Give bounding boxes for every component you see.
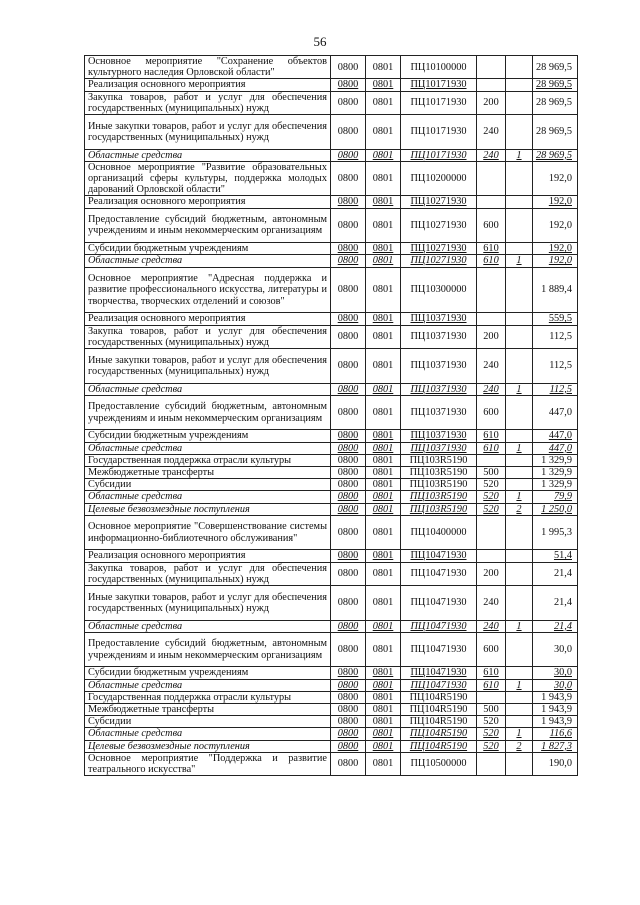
row-section-cell: 0800	[331, 467, 366, 479]
row-amount-cell: 1 995,3	[533, 515, 578, 550]
row-amount-cell: 1 943,9	[533, 716, 578, 728]
row-section-cell: 0800	[331, 430, 366, 442]
row-name-cell: Областные средства	[85, 383, 331, 395]
row-subsection-cell: 0801	[366, 325, 401, 348]
row-subsection-cell: 0801	[366, 115, 401, 150]
row-section-cell: 0800	[331, 679, 366, 691]
row-section-cell: 0800	[331, 454, 366, 466]
row-name-cell: Субсидии бюджетным учреждениям	[85, 430, 331, 442]
row-expense-type-cell	[477, 161, 506, 196]
row-amount-cell: 190,0	[533, 752, 578, 775]
row-name-cell: Иные закупки товаров, работ и услуг для обеспечения государственных (муниципальных) нужд	[85, 349, 331, 384]
row-target-article-cell: ПЦ10471930	[401, 620, 477, 632]
row-section-cell: 0800	[331, 255, 366, 267]
table-row	[85, 716, 578, 728]
row-name-cell: Основное мероприятие "Совершенствование системы информационно-библиотечного обслуживания"	[85, 515, 331, 550]
row-subsection-cell: 0801	[366, 562, 401, 585]
row-target-article-cell: ПЦ10371930	[401, 349, 477, 384]
table-row	[85, 550, 578, 562]
row-amount-cell: 112,5	[533, 325, 578, 348]
row-name-cell: Предоставление субсидий бюджетным, автономным учреждениям и иным некоммерческим организациям	[85, 208, 331, 243]
row-name-cell: Областные средства	[85, 255, 331, 267]
row-name-cell: Предоставление субсидий бюджетным, автономным учреждениям и иным некоммерческим организациям	[85, 395, 331, 430]
table-row	[85, 667, 578, 679]
row-name-cell: Реализация основного мероприятия	[85, 550, 331, 562]
row-expense-type-cell: 200	[477, 325, 506, 348]
row-amount-cell: 447,0	[533, 430, 578, 442]
row-section-cell: 0800	[331, 632, 366, 667]
row-amount-cell: 28 969,5	[533, 149, 578, 161]
row-expense-type-cell: 520	[477, 491, 506, 503]
table-row	[85, 208, 578, 243]
row-amount-cell: 28 969,5	[533, 56, 578, 79]
row-amount-cell: 30,0	[533, 667, 578, 679]
row-name-cell: Закупка товаров, работ и услуг для обеспечения государственных (муниципальных) нужд	[85, 91, 331, 114]
row-amount-cell: 21,4	[533, 586, 578, 621]
row-name-cell: Областные средства	[85, 728, 331, 740]
row-subsection-cell: 0801	[366, 691, 401, 703]
row-subsection-cell: 0801	[366, 313, 401, 325]
row-target-article-cell: ПЦ10171930	[401, 91, 477, 114]
table-row	[85, 383, 578, 395]
row-subsection-cell: 0801	[366, 383, 401, 395]
row-expense-type-cell: 240	[477, 115, 506, 150]
row-name-cell: Субсидии	[85, 716, 331, 728]
table-row	[85, 503, 578, 515]
table-row	[85, 56, 578, 79]
table-row	[85, 267, 578, 313]
table-row	[85, 115, 578, 150]
row-target-article-cell: ПЦ10271930	[401, 243, 477, 255]
row-subsection-cell: 0801	[366, 632, 401, 667]
row-source-cell	[506, 691, 533, 703]
row-subsection-cell: 0801	[366, 704, 401, 716]
row-name-cell: Межбюджетные трансферты	[85, 467, 331, 479]
row-source-cell	[506, 704, 533, 716]
row-source-cell	[506, 56, 533, 79]
row-source-cell	[506, 632, 533, 667]
row-amount-cell: 28 969,5	[533, 115, 578, 150]
row-expense-type-cell: 240	[477, 383, 506, 395]
row-target-article-cell: ПЦ10100000	[401, 56, 477, 79]
row-target-article-cell: ПЦ104R5190	[401, 691, 477, 703]
row-target-article-cell: ПЦ10271930	[401, 255, 477, 267]
row-expense-type-cell	[477, 313, 506, 325]
row-expense-type-cell	[477, 454, 506, 466]
row-target-article-cell: ПЦ103R5190	[401, 467, 477, 479]
table-row	[85, 515, 578, 550]
row-amount-cell: 1 943,9	[533, 691, 578, 703]
row-expense-type-cell: 200	[477, 562, 506, 585]
row-target-article-cell: ПЦ10171930	[401, 79, 477, 91]
row-name-cell: Субсидии бюджетным учреждениям	[85, 243, 331, 255]
row-source-cell	[506, 515, 533, 550]
row-target-article-cell: ПЦ104R5190	[401, 716, 477, 728]
row-amount-cell: 21,4	[533, 562, 578, 585]
row-subsection-cell: 0801	[366, 243, 401, 255]
row-name-cell: Основное мероприятие "Развитие образовательных организаций сферы культуры, поддержка молодых дарований Орловской области"	[85, 161, 331, 196]
table-row	[85, 395, 578, 430]
row-section-cell: 0800	[331, 208, 366, 243]
table-row	[85, 691, 578, 703]
row-subsection-cell: 0801	[366, 479, 401, 491]
row-source-cell	[506, 267, 533, 313]
row-target-article-cell: ПЦ104R5190	[401, 728, 477, 740]
row-source-cell	[506, 313, 533, 325]
row-source-cell	[506, 115, 533, 150]
table-row	[85, 704, 578, 716]
row-source-cell: 2	[506, 740, 533, 752]
row-target-article-cell: ПЦ10171930	[401, 149, 477, 161]
row-section-cell: 0800	[331, 503, 366, 515]
row-name-cell: Реализация основного мероприятия	[85, 196, 331, 208]
row-section-cell: 0800	[331, 740, 366, 752]
table-row	[85, 728, 578, 740]
row-amount-cell: 192,0	[533, 196, 578, 208]
row-subsection-cell: 0801	[366, 196, 401, 208]
row-subsection-cell: 0801	[366, 454, 401, 466]
row-subsection-cell: 0801	[366, 550, 401, 562]
row-name-cell: Закупка товаров, работ и услуг для обеспечения государственных (муниципальных) нужд	[85, 325, 331, 348]
row-subsection-cell: 0801	[366, 491, 401, 503]
row-source-cell	[506, 208, 533, 243]
row-target-article-cell: ПЦ10371930	[401, 313, 477, 325]
row-expense-type-cell	[477, 691, 506, 703]
row-target-article-cell: ПЦ10400000	[401, 515, 477, 550]
row-section-cell: 0800	[331, 115, 366, 150]
row-amount-cell: 1 943,9	[533, 704, 578, 716]
row-name-cell: Реализация основного мероприятия	[85, 313, 331, 325]
row-amount-cell: 447,0	[533, 395, 578, 430]
row-source-cell	[506, 325, 533, 348]
row-source-cell: 1	[506, 442, 533, 454]
row-expense-type-cell	[477, 267, 506, 313]
row-subsection-cell: 0801	[366, 728, 401, 740]
row-expense-type-cell: 610	[477, 255, 506, 267]
row-target-article-cell: ПЦ10200000	[401, 161, 477, 196]
row-section-cell: 0800	[331, 383, 366, 395]
table-row	[85, 454, 578, 466]
row-target-article-cell: ПЦ10371930	[401, 395, 477, 430]
row-expense-type-cell: 600	[477, 632, 506, 667]
row-amount-cell: 192,0	[533, 243, 578, 255]
row-section-cell: 0800	[331, 704, 366, 716]
row-target-article-cell: ПЦ103R5190	[401, 454, 477, 466]
row-expense-type-cell: 600	[477, 395, 506, 430]
row-source-cell	[506, 161, 533, 196]
row-name-cell: Субсидии	[85, 479, 331, 491]
row-subsection-cell: 0801	[366, 267, 401, 313]
table-row	[85, 349, 578, 384]
row-section-cell: 0800	[331, 515, 366, 550]
row-expense-type-cell: 520	[477, 716, 506, 728]
row-expense-type-cell	[477, 196, 506, 208]
table-row	[85, 679, 578, 691]
budget-table	[84, 55, 578, 776]
row-source-cell: 1	[506, 255, 533, 267]
row-expense-type-cell: 520	[477, 503, 506, 515]
row-subsection-cell: 0801	[366, 586, 401, 621]
row-section-cell: 0800	[331, 550, 366, 562]
table-row	[85, 243, 578, 255]
row-subsection-cell: 0801	[366, 149, 401, 161]
row-expense-type-cell: 500	[477, 467, 506, 479]
row-target-article-cell: ПЦ10371930	[401, 430, 477, 442]
row-source-cell	[506, 752, 533, 775]
row-target-article-cell: ПЦ10471930	[401, 562, 477, 585]
table-row	[85, 491, 578, 503]
row-target-article-cell: ПЦ104R5190	[401, 740, 477, 752]
row-section-cell: 0800	[331, 491, 366, 503]
row-amount-cell: 21,4	[533, 620, 578, 632]
row-subsection-cell: 0801	[366, 349, 401, 384]
table-row	[85, 196, 578, 208]
row-source-cell	[506, 667, 533, 679]
table-row	[85, 467, 578, 479]
row-source-cell: 1	[506, 728, 533, 740]
row-section-cell: 0800	[331, 442, 366, 454]
row-source-cell	[506, 562, 533, 585]
row-subsection-cell: 0801	[366, 255, 401, 267]
row-amount-cell: 30,0	[533, 632, 578, 667]
table-row	[85, 620, 578, 632]
row-amount-cell: 1 827,3	[533, 740, 578, 752]
row-section-cell: 0800	[331, 728, 366, 740]
row-section-cell: 0800	[331, 243, 366, 255]
row-section-cell: 0800	[331, 691, 366, 703]
table-row	[85, 79, 578, 91]
row-subsection-cell: 0801	[366, 620, 401, 632]
row-expense-type-cell: 520	[477, 740, 506, 752]
table-row	[85, 149, 578, 161]
row-target-article-cell: ПЦ10471930	[401, 667, 477, 679]
row-source-cell: 1	[506, 383, 533, 395]
row-source-cell: 1	[506, 679, 533, 691]
row-amount-cell: 1 329,9	[533, 454, 578, 466]
table-row	[85, 442, 578, 454]
row-section-cell: 0800	[331, 79, 366, 91]
table-row	[85, 91, 578, 114]
row-amount-cell: 559,5	[533, 313, 578, 325]
row-subsection-cell: 0801	[366, 79, 401, 91]
row-amount-cell: 192,0	[533, 255, 578, 267]
row-name-cell: Реализация основного мероприятия	[85, 79, 331, 91]
row-source-cell	[506, 91, 533, 114]
row-subsection-cell: 0801	[366, 430, 401, 442]
row-section-cell: 0800	[331, 620, 366, 632]
table-row	[85, 562, 578, 585]
row-expense-type-cell: 600	[477, 208, 506, 243]
row-amount-cell: 192,0	[533, 208, 578, 243]
row-amount-cell: 1 250,0	[533, 503, 578, 515]
row-target-article-cell: ПЦ103R5190	[401, 479, 477, 491]
row-expense-type-cell: 610	[477, 442, 506, 454]
row-source-cell	[506, 550, 533, 562]
row-amount-cell: 447,0	[533, 442, 578, 454]
row-section-cell: 0800	[331, 161, 366, 196]
row-name-cell: Закупка товаров, работ и услуг для обеспечения государственных (муниципальных) нужд	[85, 562, 331, 585]
row-subsection-cell: 0801	[366, 667, 401, 679]
row-source-cell	[506, 430, 533, 442]
row-name-cell: Государственная поддержка отрасли культуры	[85, 691, 331, 703]
row-section-cell: 0800	[331, 56, 366, 79]
row-subsection-cell: 0801	[366, 395, 401, 430]
row-subsection-cell: 0801	[366, 740, 401, 752]
row-section-cell: 0800	[331, 395, 366, 430]
row-target-article-cell: ПЦ10271930	[401, 208, 477, 243]
row-subsection-cell: 0801	[366, 716, 401, 728]
row-target-article-cell: ПЦ10471930	[401, 586, 477, 621]
row-source-cell: 1	[506, 620, 533, 632]
row-target-article-cell: ПЦ10371930	[401, 383, 477, 395]
row-expense-type-cell	[477, 79, 506, 91]
row-name-cell: Иные закупки товаров, работ и услуг для обеспечения государственных (муниципальных) нужд	[85, 115, 331, 150]
row-source-cell: 1	[506, 491, 533, 503]
row-source-cell	[506, 395, 533, 430]
row-source-cell	[506, 196, 533, 208]
table-row	[85, 740, 578, 752]
row-expense-type-cell	[477, 56, 506, 79]
row-target-article-cell: ПЦ103R5190	[401, 491, 477, 503]
row-source-cell	[506, 716, 533, 728]
row-section-cell: 0800	[331, 716, 366, 728]
row-name-cell: Областные средства	[85, 679, 331, 691]
row-amount-cell: 112,5	[533, 349, 578, 384]
row-name-cell: Целевые безвозмездные поступления	[85, 503, 331, 515]
row-amount-cell: 192,0	[533, 161, 578, 196]
row-section-cell: 0800	[331, 562, 366, 585]
table-row	[85, 586, 578, 621]
row-name-cell: Основное мероприятие "Сохранение объектов культурного наследия Орловской области"	[85, 56, 331, 79]
row-target-article-cell: ПЦ10371930	[401, 442, 477, 454]
row-section-cell: 0800	[331, 479, 366, 491]
row-section-cell: 0800	[331, 667, 366, 679]
row-expense-type-cell: 610	[477, 243, 506, 255]
row-name-cell: Областные средства	[85, 149, 331, 161]
row-name-cell: Областные средства	[85, 442, 331, 454]
row-source-cell	[506, 349, 533, 384]
row-subsection-cell: 0801	[366, 56, 401, 79]
row-source-cell	[506, 79, 533, 91]
row-amount-cell: 30,0	[533, 679, 578, 691]
row-target-article-cell: ПЦ10171930	[401, 115, 477, 150]
row-name-cell: Иные закупки товаров, работ и услуг для обеспечения государственных (муниципальных) нужд	[85, 586, 331, 621]
table-row	[85, 430, 578, 442]
row-amount-cell: 1 329,9	[533, 479, 578, 491]
row-name-cell: Предоставление субсидий бюджетным, автономным учреждениям и иным некоммерческим организациям	[85, 632, 331, 667]
row-expense-type-cell	[477, 752, 506, 775]
row-expense-type-cell	[477, 550, 506, 562]
row-amount-cell: 28 969,5	[533, 79, 578, 91]
table-row	[85, 325, 578, 348]
row-expense-type-cell: 240	[477, 586, 506, 621]
row-subsection-cell: 0801	[366, 442, 401, 454]
row-source-cell	[506, 479, 533, 491]
row-subsection-cell: 0801	[366, 467, 401, 479]
row-expense-type-cell: 200	[477, 91, 506, 114]
row-name-cell: Целевые безвозмездные поступления	[85, 740, 331, 752]
row-section-cell: 0800	[331, 586, 366, 621]
row-subsection-cell: 0801	[366, 161, 401, 196]
row-target-article-cell: ПЦ103R5190	[401, 503, 477, 515]
row-expense-type-cell: 610	[477, 430, 506, 442]
row-target-article-cell: ПЦ10271930	[401, 196, 477, 208]
row-target-article-cell: ПЦ10300000	[401, 267, 477, 313]
row-source-cell	[506, 243, 533, 255]
row-name-cell: Основное мероприятие "Поддержка и развитие театрального искусства"	[85, 752, 331, 775]
row-expense-type-cell: 500	[477, 704, 506, 716]
row-expense-type-cell	[477, 515, 506, 550]
row-amount-cell: 116,6	[533, 728, 578, 740]
row-amount-cell: 1 889,4	[533, 267, 578, 313]
row-target-article-cell: ПЦ10471930	[401, 632, 477, 667]
row-source-cell	[506, 586, 533, 621]
row-name-cell: Межбюджетные трансферты	[85, 704, 331, 716]
row-amount-cell: 79,9	[533, 491, 578, 503]
table-row	[85, 479, 578, 491]
row-expense-type-cell: 240	[477, 349, 506, 384]
row-expense-type-cell: 610	[477, 667, 506, 679]
row-expense-type-cell: 520	[477, 479, 506, 491]
table-row	[85, 752, 578, 775]
row-target-article-cell: ПЦ104R5190	[401, 704, 477, 716]
row-amount-cell: 51,4	[533, 550, 578, 562]
row-name-cell: Областные средства	[85, 491, 331, 503]
row-target-article-cell: ПЦ10500000	[401, 752, 477, 775]
row-name-cell: Государственная поддержка отрасли культуры	[85, 454, 331, 466]
row-amount-cell: 28 969,5	[533, 91, 578, 114]
row-section-cell: 0800	[331, 349, 366, 384]
row-subsection-cell: 0801	[366, 503, 401, 515]
row-target-article-cell: ПЦ10371930	[401, 325, 477, 348]
page-number: 56	[313, 34, 327, 49]
row-source-cell: 2	[506, 503, 533, 515]
row-target-article-cell: ПЦ10471930	[401, 679, 477, 691]
row-subsection-cell: 0801	[366, 752, 401, 775]
row-section-cell: 0800	[331, 267, 366, 313]
table-row	[85, 161, 578, 196]
row-section-cell: 0800	[331, 752, 366, 775]
row-subsection-cell: 0801	[366, 515, 401, 550]
row-section-cell: 0800	[331, 91, 366, 114]
row-source-cell	[506, 454, 533, 466]
row-source-cell	[506, 467, 533, 479]
row-subsection-cell: 0801	[366, 91, 401, 114]
row-expense-type-cell: 240	[477, 149, 506, 161]
row-name-cell: Субсидии бюджетным учреждениям	[85, 667, 331, 679]
row-source-cell: 1	[506, 149, 533, 161]
row-section-cell: 0800	[331, 149, 366, 161]
row-subsection-cell: 0801	[366, 208, 401, 243]
row-amount-cell: 112,5	[533, 383, 578, 395]
table-row	[85, 313, 578, 325]
row-amount-cell: 1 329,9	[533, 467, 578, 479]
row-expense-type-cell: 240	[477, 620, 506, 632]
row-target-article-cell: ПЦ10471930	[401, 550, 477, 562]
row-section-cell: 0800	[331, 196, 366, 208]
table-row	[85, 255, 578, 267]
row-expense-type-cell: 610	[477, 679, 506, 691]
row-section-cell: 0800	[331, 313, 366, 325]
row-name-cell: Основное мероприятие "Адресная поддержка и развитие профессионального искусства, литературы и творчества, творческих отделений и союзов"	[85, 267, 331, 313]
row-section-cell: 0800	[331, 325, 366, 348]
row-name-cell: Областные средства	[85, 620, 331, 632]
table-row	[85, 632, 578, 667]
row-subsection-cell: 0801	[366, 679, 401, 691]
row-expense-type-cell: 520	[477, 728, 506, 740]
